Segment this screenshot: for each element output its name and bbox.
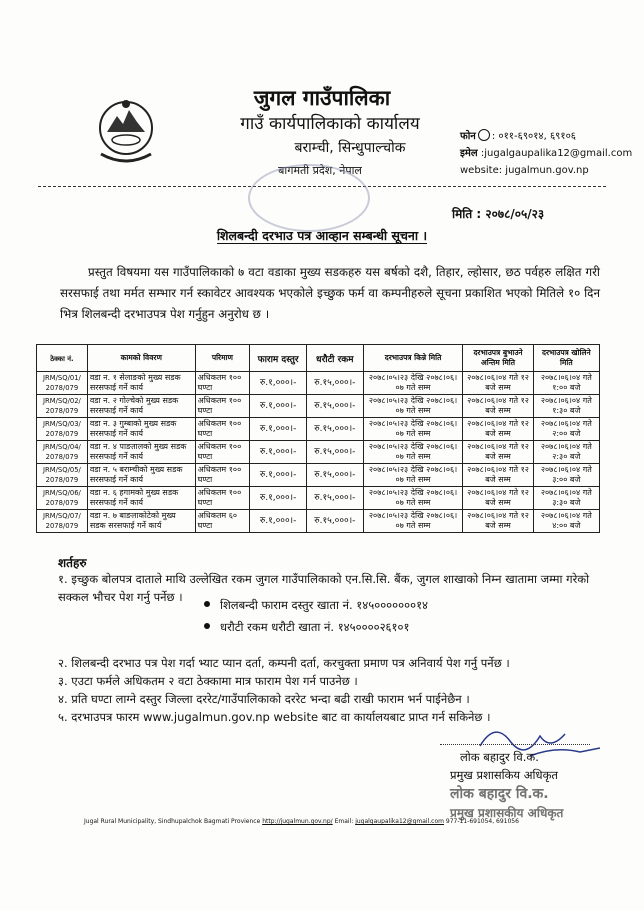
contract-code: JRM/SQ/02/ 2078/079 (37, 395, 88, 418)
website-row: website: jugalmun.gov.np (460, 165, 589, 176)
form-fee: रु.१,०००।- (250, 441, 307, 464)
submission-deadline: २०७८।०६।०४ गते १२ बजे सम्म (463, 464, 533, 487)
deposit-amount: रु.१५,०००।- (306, 487, 363, 510)
table-row (37, 395, 600, 418)
quantity: अधिकतम १०० घण्टा (195, 395, 250, 418)
footer-email-label: Email: (334, 818, 354, 825)
bullet-icon (204, 623, 210, 629)
deposit-amount: रु.१५,०००।- (306, 395, 363, 418)
table-row (37, 372, 600, 395)
tender-table (36, 344, 600, 533)
opening-date: २०७८।०६।०४ गते ३:०० बजे (533, 464, 599, 487)
terms-heading: शर्तहरु (58, 556, 87, 570)
phone-label: फोन (460, 131, 476, 142)
quantity: अधिकतम ६० घण्टा (195, 510, 250, 533)
table-row (37, 464, 600, 487)
col-header: धरौटी रकम (306, 345, 363, 372)
term-3: ३. एउटा फर्मले अधिकतम २ वटा ठेक्कामा मात्र फाराम पेश गर्न पाउनेछ । (58, 674, 358, 688)
contact-block (460, 128, 632, 179)
stamp-name: लोक बहादुर वि.क. (450, 786, 549, 802)
submission-deadline: २०७८।०६।०४ गते १२ बजे सम्म (463, 418, 533, 441)
work-description: वडा न. ७ बाङलाकोटेको मुख्य सडक सरसफाई गर्ने कार्य (87, 510, 195, 533)
opening-date: २०७८।०६।०४ गते ३:३० बजे (533, 487, 599, 510)
stamp-post: प्रमुख प्रशासकीय अधिकृत (450, 806, 564, 820)
form-fee: रु.१,०००।- (250, 418, 307, 441)
term-5: ५. दरभाउपत्र फारम www.jugalmun.gov.np website बाट वा कार्यालयबाट प्राप्त गर्न सकिनेछ । (58, 710, 491, 724)
opening-date: २०७८।०६।०४ गते २:३० बजे (533, 441, 599, 464)
signatory-post: प्रमुख प्रशासकिय अधिकृत (450, 768, 558, 782)
term-1: १. इच्छुक बोलपत्र दाताले माथि उल्लेखित रकम जुगल गाउँपालिकाको एन.सि.सि. बैंक, जुगल शाखाको निम्न खातामा जम्मा गरेको सक्कल भौचर पेश गर्नु पर्नेछ । (58, 572, 590, 604)
table-header-row (37, 345, 600, 372)
bullet-icon (204, 601, 210, 607)
quantity: अधिकतम १०० घण्टा (195, 418, 250, 441)
contract-code: JRM/SQ/01/ 2078/079 (37, 372, 88, 395)
form-fee: रु.१,०००।- (250, 464, 307, 487)
contract-code: JRM/SQ/04/ 2078/079 (37, 441, 88, 464)
purchase-date: २०७८।०५।२३ देखि २०७८।०६।०७ गते सम्म (363, 510, 463, 533)
work-description: वडा न. ४ पाङतालको मुख्य सडक सरसफाई गर्ने कार्य (87, 441, 195, 464)
table-row (37, 487, 600, 510)
account-deposit-text: धरौटी रकम धरौटी खाता नं. १४५००००२६१०१ (220, 620, 410, 634)
signatory-name: लोक बहादुर वि.क. (460, 750, 539, 764)
phone-row (460, 128, 632, 145)
office-province: बागमती प्रदेश, नेपाल (278, 164, 362, 177)
opening-date: २०७८।०६।०४ गते ४:०० बजे (533, 510, 599, 533)
email-label: इमेल (460, 148, 478, 159)
footer-org: Jugal Rural Municipality, Sindhupalchok Bagmati Provience (84, 818, 261, 825)
signature-line (440, 744, 590, 745)
opening-date: २०७८।०६।०४ गते १:३० बजे (533, 395, 599, 418)
table-row (37, 510, 600, 533)
notice-paragraph: प्रस्तुत विषयमा यस गाउँपालिकाको ७ वटा वडाका मुख्य सडकहरु यस बर्षको दशै, तिहार, ल्होसार, छठ पर्वहरु लक्षित गरी सरसफाई तथा मर्मत सम्भार गर्न स्कावेटर आवश्यक भएकोले इच्छुक फर्म वा कम्पनीहरुले सूचना प्रकाशित भएको मितिले १० दिन भित्र शिलबन्दी दरभाउपत्र पेश गर्नुहुन अनुरोध छ । (60, 265, 600, 321)
office-stamp (248, 164, 370, 232)
term-2: २. शिलबन्दी दरभाउ पत्र पेश गर्दा भ्याट प्यान दर्ता, कम्पनी दर्ता, करचुक्ता प्रमाण पत्र अनिवार्य पेश गर्नु पर्नेछ । (58, 656, 510, 670)
footer-url-link[interactable]: http://jugalmun.gov.np/ (262, 818, 333, 825)
term-4: ४. प्रति घण्टा लाग्ने दस्तुर जिल्ला दररेट/गाउँपालिकाको दररेट भन्दा बढी राखी फाराम भर्न पाईनेछैन । (58, 692, 470, 706)
quantity: अधिकतम १०० घण्टा (195, 487, 250, 510)
col-header: फाराम दस्तुर (250, 345, 307, 372)
account-fee-text: शिलबन्दी फाराम दस्तुर खाता नं. १४५०००००००१४ (220, 598, 429, 612)
form-fee: रु.१,०००।- (250, 372, 307, 395)
col-header: दरभाउपत्र बुभाउने अन्तिम मिति (463, 345, 533, 372)
deposit-amount: रु.१५,०००।- (306, 418, 363, 441)
submission-deadline: २०७८।०६।०४ गते १२ बजे सम्म (463, 441, 533, 464)
quantity: अधिकतम १०० घण्टा (195, 441, 250, 464)
work-description: वडा न. ५ बराम्चीको मुख्य सडक सरसफाई गर्ने कार्य (87, 464, 195, 487)
work-description: वडा न. २ गोल्चेको मुख्य सडक सरसफाई गर्ने कार्य (87, 395, 195, 418)
phone-number: : ०११-६९०१४, ६९१०६ (491, 131, 576, 142)
page-footer (84, 818, 519, 825)
account-deposit-item (204, 620, 409, 635)
col-header: दरभाउपत्र किन्ने मिति (363, 345, 463, 372)
office-name: गाउँ कार्यपालिकाको कार्यालय (240, 114, 420, 134)
purchase-date: २०७८।०५।२३ देखि २०७८।०६।०७ गते सम्म (363, 487, 463, 510)
email-row (460, 145, 632, 162)
footer-email-link[interactable]: jugalgaupalika12@gmail.com (355, 818, 444, 825)
table-row (37, 441, 600, 464)
deposit-amount: रु.१५,०००।- (306, 441, 363, 464)
phone-icon (478, 129, 490, 141)
quantity: अधिकतम १०० घण्टा (195, 464, 250, 487)
purchase-date: २०७८।०५।२३ देखि २०७८।०६।०७ गते सम्म (363, 441, 463, 464)
form-fee: रु.१,०००।- (250, 510, 307, 533)
opening-date: २०७८।०६।०४ गते १:०० बजे (533, 372, 599, 395)
submission-deadline: २०७८।०६।०४ गते १२ बजे सम्म (463, 395, 533, 418)
opening-date: २०७८।०६।०४ गते २:०० बजे (533, 418, 599, 441)
deposit-amount: रु.१५,०००।- (306, 510, 363, 533)
purchase-date: २०७८।०५।२३ देखि २०७८।०६।०७ गते सम्म (363, 395, 463, 418)
purchase-date: २०७८।०५।२३ देखि २०७८।०६।०७ गते सम्म (363, 418, 463, 441)
contract-code: JRM/SQ/06/ 2078/079 (37, 487, 88, 510)
notice-title-text: शिलबन्दी दरभाउ पत्र आव्हान सम्बन्धी सूचना । (216, 228, 428, 243)
footer-phone: 977-11-691054, 691056 (445, 818, 519, 825)
contract-code: JRM/SQ/03/ 2078/079 (37, 418, 88, 441)
col-header: परिमाण (195, 345, 250, 372)
office-location: बराम्ची, सिन्धुपाल्चोक (294, 140, 406, 156)
col-header: दरभाउपत्र खोलिने मिति (533, 345, 599, 372)
contract-code: JRM/SQ/05/ 2078/079 (37, 464, 88, 487)
contract-code: JRM/SQ/07/ 2078/079 (37, 510, 88, 533)
col-header: ठेक्का नं. (37, 345, 88, 372)
work-description: वडा न. ३ गुम्बाको मुख्य सडक सरसफाई गर्ने कार्य (87, 418, 195, 441)
form-fee: रु.१,०००।- (250, 395, 307, 418)
submission-deadline: २०७८।०६।०४ गते १२ बजे सम्म (463, 487, 533, 510)
deposit-amount: रु.१५,०००।- (306, 464, 363, 487)
email-address: :jugalgaupalika12@gmail.com (480, 148, 633, 159)
table-row (37, 418, 600, 441)
form-fee: रु.१,०००।- (250, 487, 307, 510)
work-description: वडा न. १ सेलाङको मुख्य सडक सरसफाई गर्ने कार्य (87, 372, 195, 395)
submission-deadline: २०७८।०६।०४ गते १२ बजे सम्म (463, 510, 533, 533)
quantity: अधिकतम १०० घण्टा (195, 372, 250, 395)
notice-title (0, 227, 644, 244)
municipality-name: जुगल गाउँपालिका (253, 86, 391, 110)
purchase-date: २०७८।०५।२३ देखि २०७८।०६।०७ गते सम्म (363, 372, 463, 395)
notice-date: मिति : २०७८/०५/२३ (452, 207, 545, 221)
purchase-date: २०७८।०५।२३ देखि २०७८।०६।०७ गते सम्म (363, 464, 463, 487)
account-fee-item (204, 598, 428, 613)
submission-deadline: २०७८।०६।०४ गते १२ बजे सम्म (463, 372, 533, 395)
col-header: कामको विवरण (87, 345, 195, 372)
deposit-amount: रु.१५,०००।- (306, 372, 363, 395)
work-description: वडा न. ६ हगामको मुख्य सडक सरसफाई गर्ने कार्य (87, 487, 195, 510)
